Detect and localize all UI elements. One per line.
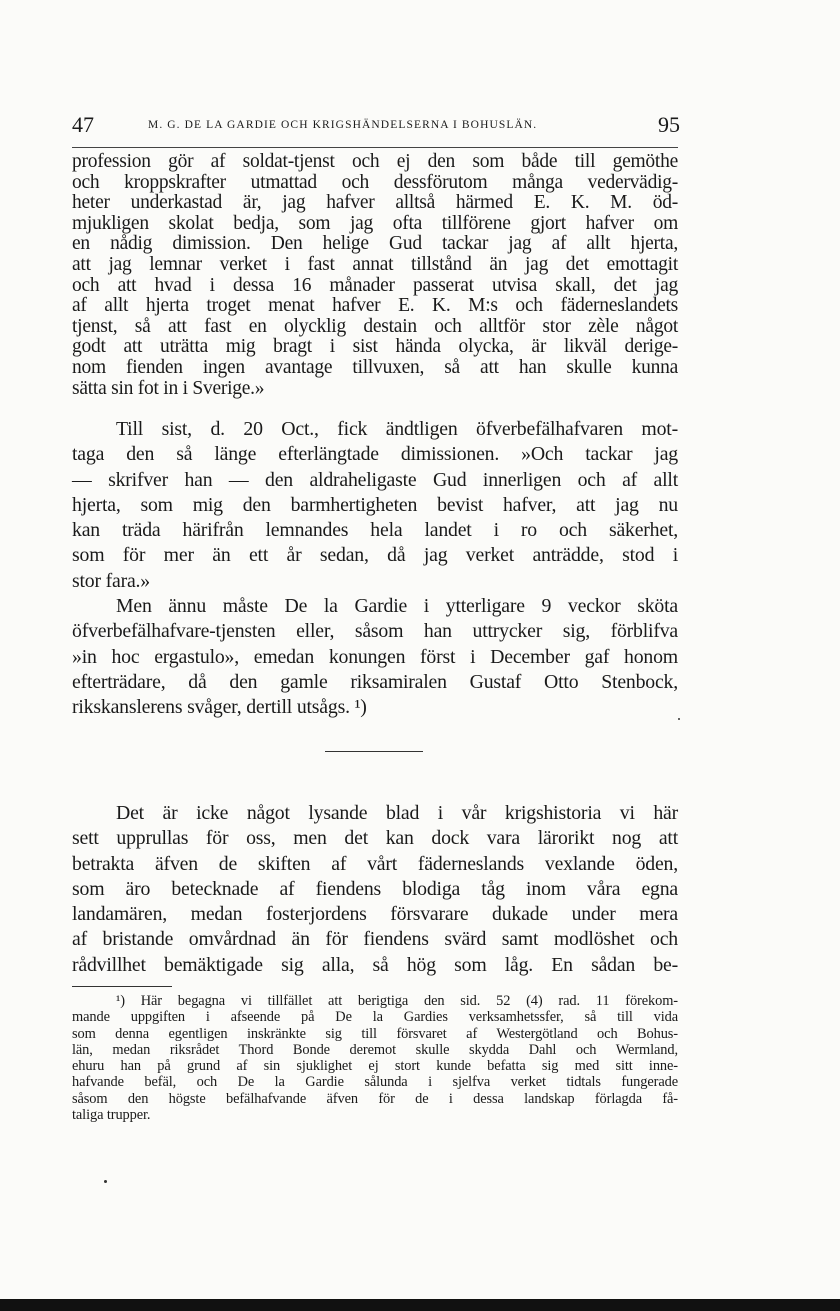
text-line: att jag lemnar verket i fast annat tillstånd än jag det emottagit (72, 253, 678, 275)
text-line: stor fara.» (72, 569, 150, 592)
text-line: en nådig dimission. Den helige Gud tackar jag af allt hjerta, (72, 233, 678, 255)
footnote-line: ehuru han på grund af sin sjuklighet ej stort kunde befatta sig med sitt inne- (72, 1058, 678, 1075)
footnote (72, 993, 678, 1123)
text-line: Det är icke något lysande blad i vår krigshistoria vi här (116, 802, 678, 824)
text-line: tjenst, så att fast en olycklig destain och alltför stor zèle något (72, 315, 678, 337)
quote-continuation (72, 152, 678, 399)
text-line: sätta sin fot in i Sverige.» (72, 377, 265, 399)
paragraph-1 (72, 417, 678, 594)
section-divider (325, 751, 423, 752)
text-line: nom fienden ingen avantage tillvuxen, så att han skulle kunna (72, 356, 678, 378)
text-line: mjukligen skolat bedja, som jag ofta tillförene gjort hafver om (72, 212, 678, 234)
footnote-line: mande uppgiften i afseende på De la Gardies verksamhetssfer, så till vida (72, 1009, 678, 1026)
scan-edge-bar (0, 1299, 840, 1311)
text-line: — skrifver han — den aldraheligaste Gud innerligen och af allt (72, 468, 678, 491)
paragraph-3 (72, 801, 678, 978)
paragraph-2 (72, 594, 678, 720)
page-number-right: 95 (658, 112, 680, 137)
footnote-rule (72, 986, 172, 987)
text-line: sett upprullas för oss, men det kan dock vara lärorikt nog att (72, 827, 678, 850)
text-line: som för mer än ett år sedan, då jag verket anträdde, stod i (72, 544, 678, 567)
footnote-line: såsom den högste befälhafvande äfven för de i dessa landskap förlagda få- (72, 1090, 678, 1107)
footnote-line: län, medan riksrådet Thord Bonde deremot skulle skydda Dahl och Wermland, (72, 1041, 678, 1058)
text-line: rådvillhet bemäktigade sig alla, så hög som låg. En sådan be- (72, 953, 678, 976)
text-line: och att hvad i dessa 16 månader passerat utvisa skall, det jag (72, 274, 678, 296)
footnote-line: som denna egentligen inskränkte sig till försvaret af Westergötland och Bohus- (72, 1025, 678, 1042)
running-head: M. G. DE LA GARDIE OCH KRIGSHÄNDELSERNA I BOHUSLÄN. (148, 119, 538, 131)
header-rule (72, 147, 678, 148)
text-line: profession gör af soldat-tjenst och ej den som både till gemöthe (72, 151, 678, 172)
text-line: godt att uträtta mig bragt i sist hända olycka, är likväl derige- (72, 336, 678, 358)
text-line: rikskanslerens svåger, dertill utsågs. ¹) (72, 696, 367, 719)
text-line: betrakta äfven de skiften af vårt fäderneslands vexlande öden, (72, 852, 678, 875)
text-line: som äro betecknade af fiendens blodiga tåg inom våra egna (72, 877, 678, 900)
text-line: Till sist, d. 20 Oct., fick ändtligen öfverbefälhafvaren mot- (116, 418, 678, 440)
text-line: efterträdare, då den gamle riksamiralen Gustaf Otto Stenbock, (72, 670, 678, 693)
text-line: och kroppskrafter utmattad och dessförutom många vedervädig- (72, 171, 678, 193)
footnote-line: hafvande befäl, och De la Gardie sålunda i sjelfva verket tidtals fungerade (72, 1074, 678, 1091)
text-line: landamären, medan fosterjordens försvarare dukade under mera (72, 903, 678, 926)
page-number-left: 47 (72, 112, 94, 137)
footnote-line: taliga trupper. (72, 1107, 151, 1124)
text-line: taga den så länge efterlängtade dimissionen. »Och tackar jag (72, 443, 678, 466)
text-line: hjerta, som mig den barmhertigheten bevist hafver, att jag nu (72, 493, 678, 516)
text-line: af allt hjerta troget menat hafver E. K. M:s och fäderneslandets (72, 295, 678, 317)
page-header (72, 112, 680, 142)
text-line: kan träda härifrån lemnandes hela landet i ro och säkerhet, (72, 519, 678, 542)
text-line: Men ännu måste De la Gardie i ytterligare 9 veckor sköta (116, 595, 678, 617)
text-line: öfverbefälhafvare-tjensten eller, såsom han uttrycker sig, förblifva (72, 620, 678, 643)
text-line: af bristande omvårdnad än för fiendens svärd samt modlöshet och (72, 928, 678, 951)
print-speck (104, 1180, 107, 1183)
print-speck (678, 718, 680, 720)
text-line: heter underkastad är, jag hafver alltså härmed E. K. M. öd- (72, 192, 678, 214)
text-line: »in hoc ergastulo», emedan konungen först i December gaf honom (72, 645, 678, 668)
footnote-line: ¹) Här begagna vi tillfället att berigtiga den sid. 52 (4) rad. 11 förekom- (116, 993, 678, 1009)
